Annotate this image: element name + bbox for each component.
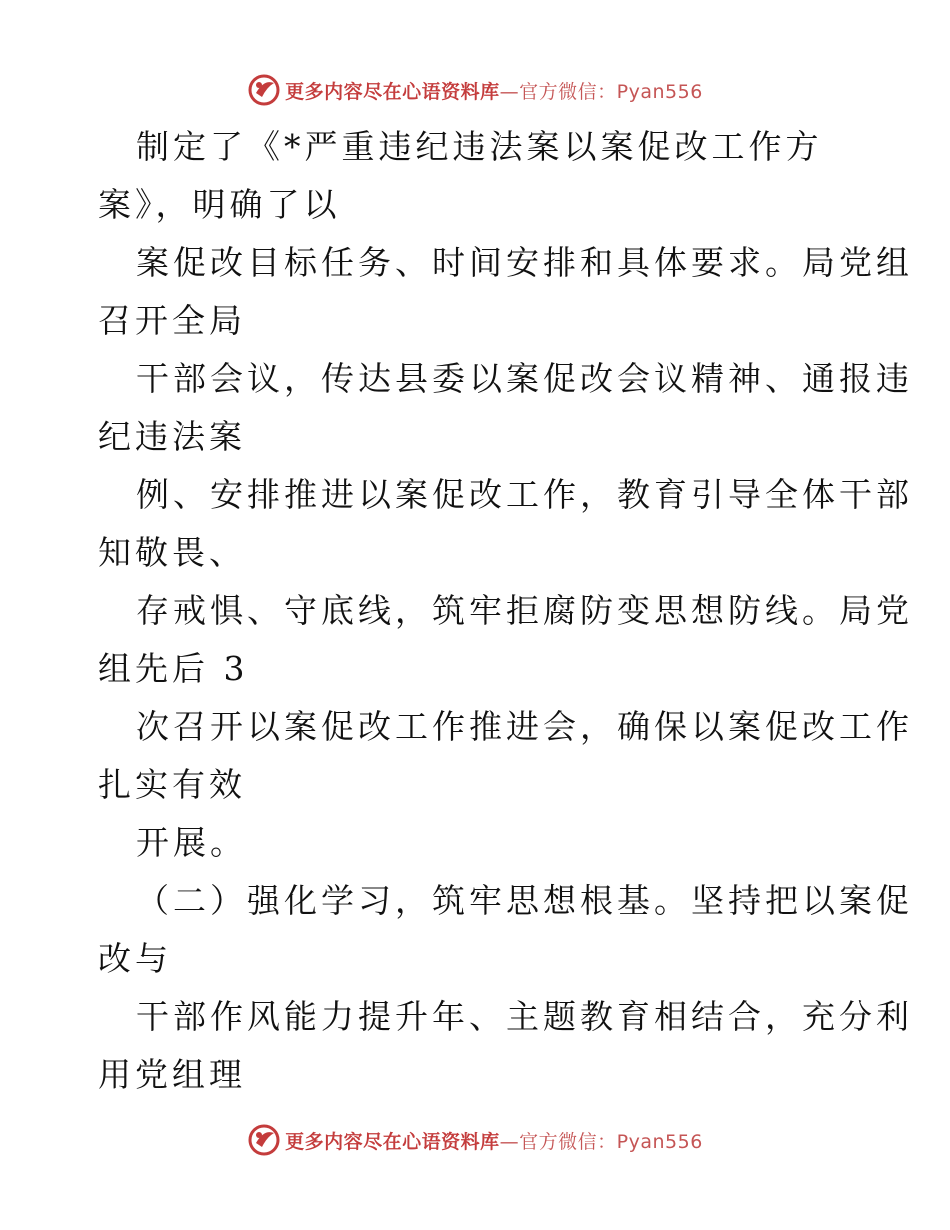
watermark-text [285,1127,703,1154]
body-line: 制定了《*严重违纪违法案以案促改工作方 [136,127,823,166]
body-line: 改与 [98,939,172,978]
body-line: 案促改目标任务、时间安排和具体要求。局党组 [136,243,913,282]
watermark-banner-top [0,70,950,110]
body-line: 用党组理 [98,1055,246,1094]
watermark-banner-bottom [0,1120,950,1160]
watermark-separator: — [499,80,520,103]
watermark-wechat: 官方微信：Pyan556 [519,80,703,103]
body-line: 组先后 3 [98,649,249,688]
watermark-brand: 更多内容尽在心语资料库 [285,1130,500,1153]
body-line: 存戒惧、守底线，筑牢拒腐防变思想防线。局党 [136,591,913,630]
body-line: 知敬畏、 [98,533,246,572]
body-line: 扎实有效 [98,765,246,804]
brand-logo-icon [247,73,281,107]
body-line: 纪违法案 [98,417,246,456]
watermark-brand: 更多内容尽在心语资料库 [285,80,500,103]
body-line: 开展。 [136,823,247,862]
body-line: （二）强化学习，筑牢思想根基。坚持把以案促 [136,881,913,920]
body-line: 干部会议，传达县委以案促改会议精神、通报违 [136,359,913,398]
body-line: 次召开以案促改工作推进会，确保以案促改工作 [136,707,913,746]
watermark-separator: — [499,1130,520,1153]
watermark-text [285,77,703,104]
body-line: 召开全局 [98,301,246,340]
watermark-wechat: 官方微信：Pyan556 [519,1130,703,1153]
body-line: 干部作风能力提升年、主题教育相结合，充分利 [136,997,913,1036]
body-line: 例、安排推进以案促改工作，教育引导全体干部 [136,475,913,514]
body-line: 案》，明确了以 [98,185,341,224]
document-body [98,118,913,1104]
brand-logo-icon [247,1123,281,1157]
